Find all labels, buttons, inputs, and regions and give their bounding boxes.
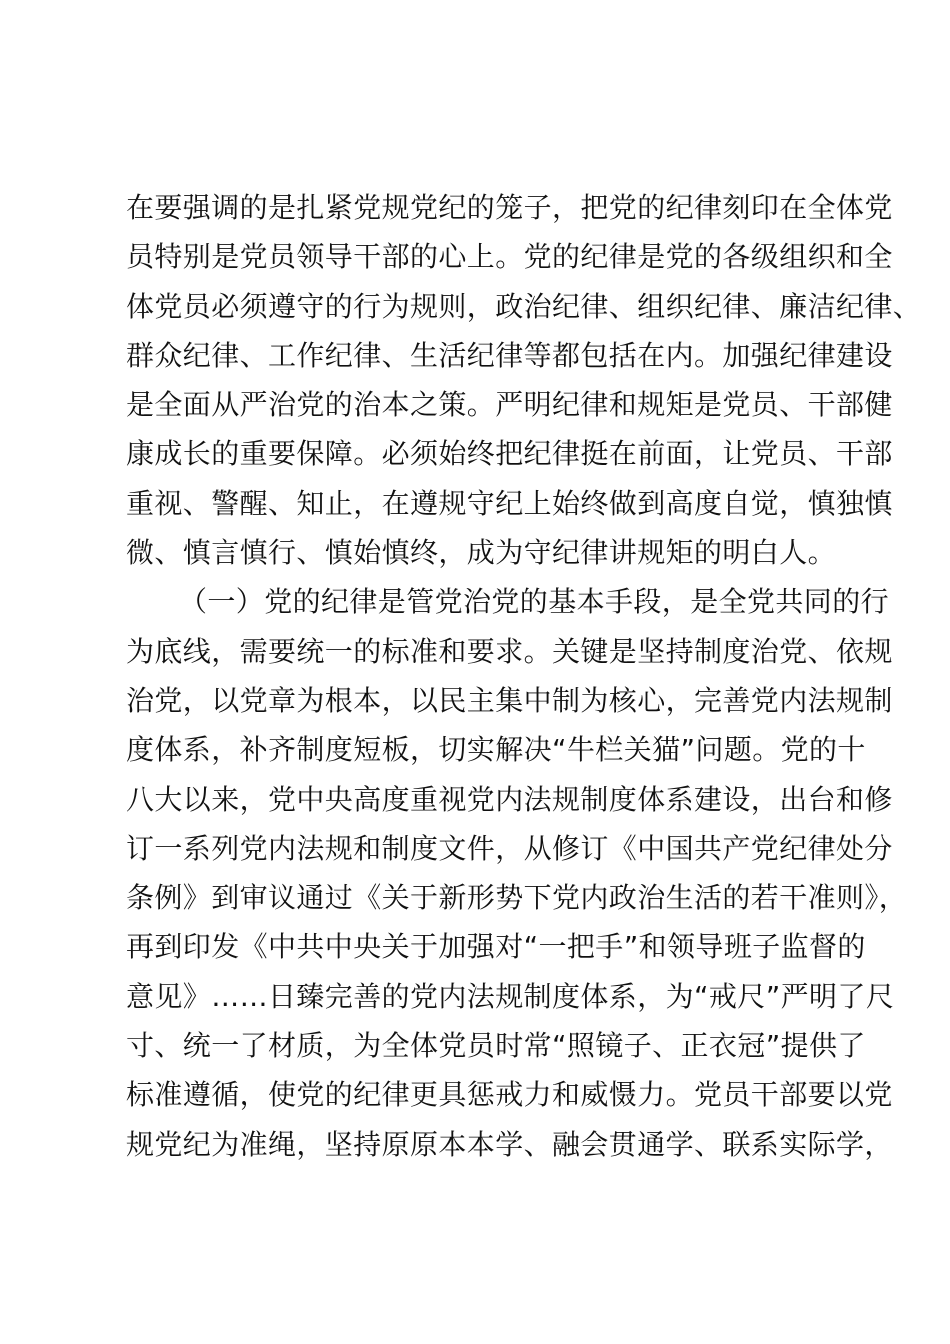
text-line: 八大以来，党中央高度重视党内法规制度体系建设，出台和修 xyxy=(126,782,893,816)
text-line: 微、慎言慎行、慎始慎终，成为守纪律讲规矩的明白人。 xyxy=(126,536,837,570)
text-line: 意见》……日臻完善的党内法规制度体系，为“戒尺”严明了尺 xyxy=(126,979,895,1013)
text-line: 群众纪律、工作纪律、生活纪律等都包括在内。加强纪律建设 xyxy=(126,338,893,372)
text-line: 再到印发《中共中央关于加强对“一把手”和领导班子监督的 xyxy=(126,930,866,964)
text-line: 订一系列党内法规和制度文件，从修订《中国共产党纪律处分 xyxy=(126,831,893,865)
text-line: 在要强调的是扎紧党规党纪的笼子，把党的纪律刻印在全体党 xyxy=(126,191,893,224)
paragraph-first-line: （一）党的纪律是管党治党的基本手段，是全党共同的行 xyxy=(179,585,890,619)
text-line: 治党，以党章为根本，以民主集中制为核心，完善党内法规制 xyxy=(126,683,893,717)
text-line: 为底线，需要统一的标准和要求。关键是坚持制度治党、依规 xyxy=(126,634,893,668)
text-line: 寸、统一了材质，为全体党员时常“照镜子、正衣冠”提供了 xyxy=(126,1029,866,1063)
text-line: 康成长的重要保障。必须始终把纪律挺在前面，让党员、干部 xyxy=(126,437,893,471)
text-line: 重视、警醒、知止，在遵规守纪上始终做到高度自觉，慎独慎 xyxy=(126,486,893,520)
text-line: 规党纪为准绳，坚持原原本本学、融会贯通学、联系实际学， xyxy=(126,1127,893,1161)
body-text xyxy=(126,183,922,1169)
text-line: 是全面从严治党的治本之策。严明纪律和规矩是党员、干部健 xyxy=(126,388,893,422)
text-line: 条例》到审议通过《关于新形势下党内政治生活的若干准则》， xyxy=(126,881,908,915)
text-line: 标准遵循，使党的纪律更具惩戒力和威慑力。党员干部要以党 xyxy=(126,1078,893,1112)
text-line: 体党员必须遵守的行为规则，政治纪律、组织纪律、廉洁纪律、 xyxy=(126,289,922,323)
text-line: 员特别是党员领导干部的心上。党的纪律是党的各级组织和全 xyxy=(126,240,893,274)
text-line: 度体系，补齐制度短板，切实解决“牛栏关猫”问题。党的十 xyxy=(126,733,866,767)
